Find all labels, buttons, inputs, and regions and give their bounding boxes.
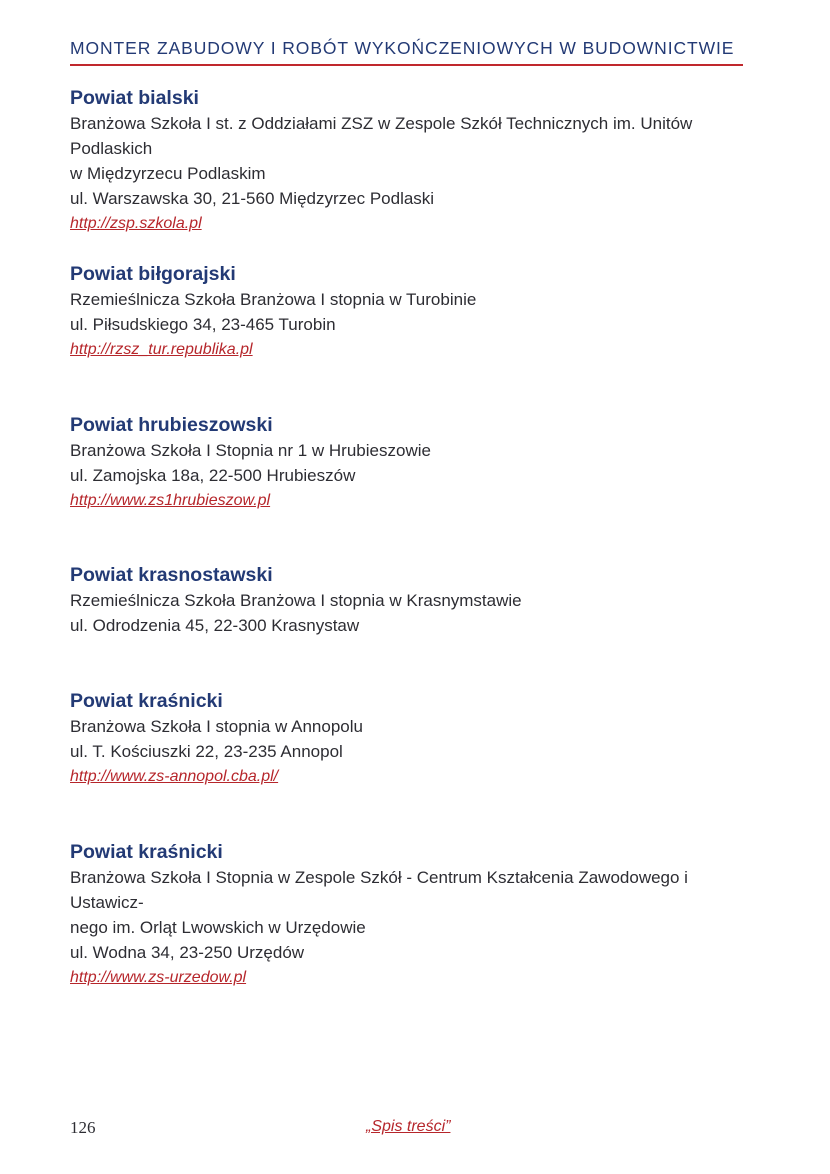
school-address: ul. Odrodzenia 45, 22-300 Krasnystaw	[70, 616, 360, 635]
header-divider	[70, 64, 743, 66]
school-name: Branżowa Szkoła I Stopnia w Zespole Szkół - Centrum Kształcenia Zawodowego i Ustawicz-	[70, 868, 688, 912]
page-number: 126	[70, 1118, 96, 1137]
school-name: Branżowa Szkoła I stopnia w Annopolu	[70, 717, 363, 736]
running-header: MONTER ZABUDOWY I ROBÓT WYKOŃCZENIOWYCH W BUDOWNICTWIE	[70, 38, 735, 58]
school-name-continued: nego im. Orląt Lwowskich w Urzędowie	[70, 918, 366, 937]
county-heading: Powiat kraśnicki	[70, 841, 223, 863]
school-entry	[70, 689, 750, 789]
school-name: Rzemieślnicza Szkoła Branżowa I stopnia w Turobinie	[70, 290, 477, 309]
school-name-continued: w Międzyrzecu Podlaskim	[70, 164, 266, 183]
table-of-contents-link[interactable]: „Spis treści”	[366, 1118, 451, 1135]
school-website-link[interactable]: http://www.zs-annopol.cba.pl/	[70, 768, 279, 785]
county-heading: Powiat kraśnicki	[70, 690, 223, 712]
school-address: ul. Warszawska 30, 21-560 Międzyrzec Podlaski	[70, 189, 435, 208]
school-address: ul. Piłsudskiego 34, 23-465 Turobin	[70, 315, 336, 334]
school-entry	[70, 413, 750, 513]
school-address: ul. Zamojska 18a, 22-500 Hrubieszów	[70, 466, 356, 485]
school-name: Rzemieślnicza Szkoła Branżowa I stopnia w Krasnymstawie	[70, 591, 522, 610]
school-address: ul. Wodna 34, 23-250 Urzędów	[70, 943, 305, 962]
school-website-link[interactable]: http://zsp.szkola.pl	[70, 215, 202, 232]
school-name: Branżowa Szkoła I st. z Oddziałami ZSZ w Zespole Szkół Technicznych im. Unitów Podlaskich	[70, 114, 693, 158]
county-heading: Powiat krasnostawski	[70, 564, 273, 586]
school-website-link[interactable]: http://www.zs-urzedow.pl	[70, 969, 247, 986]
school-name: Branżowa Szkoła I Stopnia nr 1 w Hrubieszowie	[70, 441, 431, 460]
county-heading: Powiat biłgorajski	[70, 263, 236, 285]
school-address: ul. T. Kościuszki 22, 23-235 Annopol	[70, 742, 343, 761]
school-website-link[interactable]: http://rzsz_tur.republika.pl	[70, 341, 253, 358]
county-heading: Powiat hrubieszowski	[70, 414, 273, 436]
school-entry	[70, 86, 750, 236]
school-entry	[70, 262, 750, 362]
county-heading: Powiat bialski	[70, 87, 199, 109]
school-entry	[70, 840, 750, 990]
school-website-link[interactable]: http://www.zs1hrubieszow.pl	[70, 492, 271, 509]
school-entry	[70, 563, 750, 638]
